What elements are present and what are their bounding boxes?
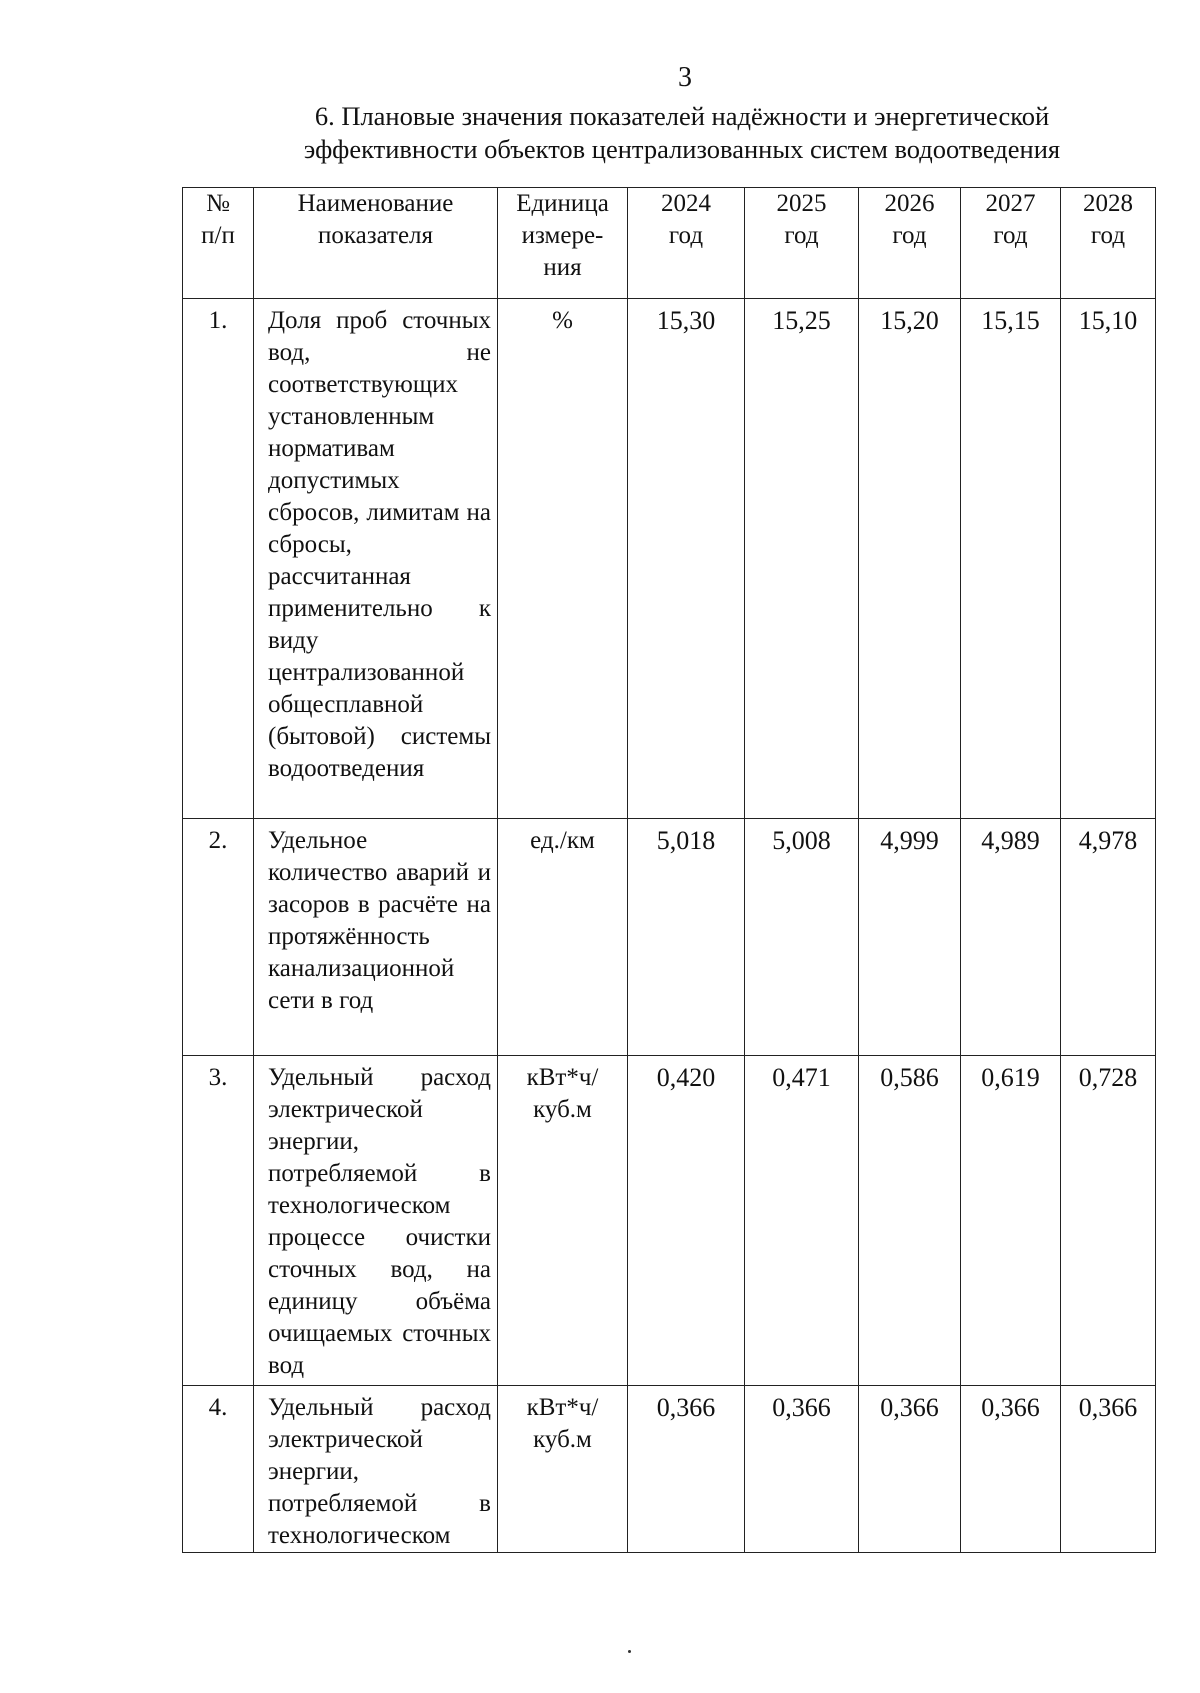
header-year-2024: 2024 год bbox=[628, 188, 745, 299]
header-year-2027: 2027 год bbox=[961, 188, 1061, 299]
section-title-line-1: 6. Плановые значения показателей надёжности и энергетической bbox=[314, 101, 1050, 131]
row-1-num: 1. bbox=[183, 299, 254, 819]
table-row bbox=[183, 1386, 1156, 1553]
table-header-row bbox=[183, 188, 1156, 299]
row-2-name: Удельное количество аварий и засоров в расчёте на протяжённость канализационной сети в год bbox=[254, 819, 498, 1056]
row-2-num: 2. bbox=[183, 819, 254, 1056]
row-2-value-2024: 5,018 bbox=[628, 819, 745, 1056]
row-1-value-2024: 15,30 bbox=[628, 299, 745, 819]
row-3-unit: кВт*ч/ куб.м bbox=[498, 1056, 628, 1386]
row-3-num: 3. bbox=[183, 1056, 254, 1386]
row-1-value-2025: 15,25 bbox=[745, 299, 859, 819]
section-title bbox=[262, 100, 1102, 166]
header-name: Наименование показателя bbox=[254, 188, 498, 299]
row-2-value-2028: 4,978 bbox=[1061, 819, 1156, 1056]
row-3-value-2024: 0,420 bbox=[628, 1056, 745, 1386]
row-4-value-2024: 0,366 bbox=[628, 1386, 745, 1553]
row-1-unit: % bbox=[498, 299, 628, 819]
row-1-value-2026: 15,20 bbox=[859, 299, 961, 819]
row-4-value-2028: 0,366 bbox=[1061, 1386, 1156, 1553]
header-year-2026: 2026 год bbox=[859, 188, 961, 299]
row-4-unit: кВт*ч/ куб.м bbox=[498, 1386, 628, 1553]
table-row bbox=[183, 299, 1156, 819]
row-2-value-2025: 5,008 bbox=[745, 819, 859, 1056]
scan-speck bbox=[628, 1650, 631, 1653]
table-row bbox=[183, 819, 1156, 1056]
row-4-num: 4. bbox=[183, 1386, 254, 1553]
row-1-name: Доля проб сточных вод, не соответствующих установленным нормативам допустимых сбросов, лимитам на сбросы, рассчитанная применительно к виду централизованной общесплавной (бытовой) системы водоотведения bbox=[254, 299, 498, 819]
row-3-value-2028: 0,728 bbox=[1061, 1056, 1156, 1386]
row-3-name: Удельный расход электрической энергии, потребляемой в технологическом процессе очистки сточных вод, на единицу объёма очищаемых сточных вод bbox=[254, 1056, 498, 1386]
row-4-name: Удельный расход электрической энергии, потребляемой в технологическом bbox=[254, 1386, 498, 1553]
row-3-value-2027: 0,619 bbox=[961, 1056, 1061, 1386]
section-title-line-2: эффективности объектов централизованных систем водоотведения bbox=[303, 134, 1061, 164]
header-year-2028: 2028 год bbox=[1061, 188, 1156, 299]
table-row bbox=[183, 1056, 1156, 1386]
row-4-value-2027: 0,366 bbox=[961, 1386, 1061, 1553]
indicators-table bbox=[182, 187, 1156, 1553]
header-unit: Единица измере- ния bbox=[498, 188, 628, 299]
row-2-unit: ед./км bbox=[498, 819, 628, 1056]
row-3-value-2026: 0,586 bbox=[859, 1056, 961, 1386]
row-3-value-2025: 0,471 bbox=[745, 1056, 859, 1386]
header-year-2025: 2025 год bbox=[745, 188, 859, 299]
row-1-value-2027: 15,15 bbox=[961, 299, 1061, 819]
row-4-value-2026: 0,366 bbox=[859, 1386, 961, 1553]
row-2-value-2027: 4,989 bbox=[961, 819, 1061, 1056]
row-4-value-2025: 0,366 bbox=[745, 1386, 859, 1553]
row-2-value-2026: 4,999 bbox=[859, 819, 961, 1056]
page-number: 3 bbox=[678, 62, 692, 93]
header-num: № п/п bbox=[183, 188, 254, 299]
row-1-value-2028: 15,10 bbox=[1061, 299, 1156, 819]
